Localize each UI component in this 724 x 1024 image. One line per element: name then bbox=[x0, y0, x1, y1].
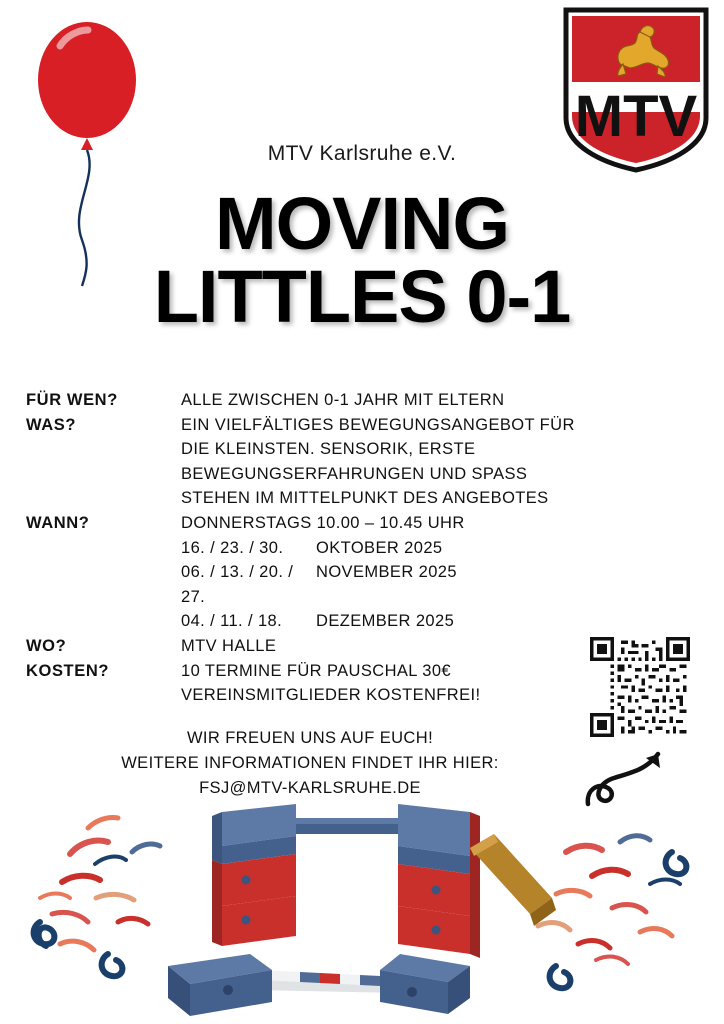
info-value bbox=[181, 413, 698, 511]
closing-text bbox=[30, 726, 590, 801]
play-equipment-illustration bbox=[0, 794, 724, 1024]
info-label: WO? bbox=[26, 636, 67, 655]
date-line bbox=[181, 536, 698, 561]
info-text-line: VEREINSMITGLIEDER KOSTENFREI! bbox=[181, 686, 481, 705]
page-title bbox=[0, 182, 724, 338]
info-row-was bbox=[26, 413, 698, 511]
info-label: WANN? bbox=[26, 513, 90, 532]
info-text-line: 10 TERMINE FÜR PAUSCHAL 30€ bbox=[181, 661, 451, 680]
info-label: FÜR WEN? bbox=[26, 391, 118, 409]
info-text-line: DIE KLEINSTEN. SENSORIK, ERSTE bbox=[181, 440, 476, 459]
date-days: 16. / 23. / 30. bbox=[181, 538, 284, 557]
info-value bbox=[181, 511, 698, 634]
date-month: DEZEMBER 2025 bbox=[316, 612, 455, 631]
info-value bbox=[181, 388, 698, 413]
info-text-line: STEHEN IM MITTELPUNKT DES ANGEBOTES bbox=[181, 489, 549, 508]
date-month: NOVEMBER 2025 bbox=[316, 563, 457, 582]
info-text-line: DONNERSTAGS 10.00 – 10.45 UHR bbox=[181, 513, 465, 532]
info-text-line: BEWEGUNGSERFAHRUNGEN UND SPASS bbox=[181, 464, 528, 483]
info-row-fuer-wen bbox=[26, 388, 698, 413]
date-days: 04. / 11. / 18. bbox=[181, 612, 283, 631]
info-text-line: EIN VIELFÄLTIGES BEWEGUNGSANGEBOT FÜR bbox=[181, 415, 575, 434]
info-label: KOSTEN? bbox=[26, 661, 110, 680]
contact-email: FSJ@MTV-KARLSRUHE.DE bbox=[199, 779, 421, 797]
title-line-1: MOVING bbox=[214, 182, 510, 265]
info-label: WAS? bbox=[26, 415, 77, 434]
info-row-wann bbox=[26, 511, 698, 634]
date-line bbox=[181, 560, 698, 609]
closing-line: WEITERE INFORMATIONEN FINDET IHR HIER: bbox=[121, 754, 499, 772]
date-line bbox=[181, 609, 698, 634]
info-text-line: MTV HALLE bbox=[181, 636, 277, 655]
club-name: MTV Karlsruhe e.V. bbox=[267, 142, 457, 165]
date-month: OKTOBER 2025 bbox=[316, 538, 443, 557]
info-text-line: ALLE ZWISCHEN 0-1 JAHR MIT ELTERN bbox=[181, 391, 505, 409]
qr-code[interactable] bbox=[590, 637, 690, 737]
date-days: 06. / 13. / 20. / 27. bbox=[181, 563, 294, 606]
logo-text: MTV bbox=[574, 84, 698, 149]
closing-line: WIR FREUEN UNS AUF EUCH! bbox=[186, 729, 434, 747]
title-line-2: LITTLES 0-1 bbox=[153, 254, 571, 338]
